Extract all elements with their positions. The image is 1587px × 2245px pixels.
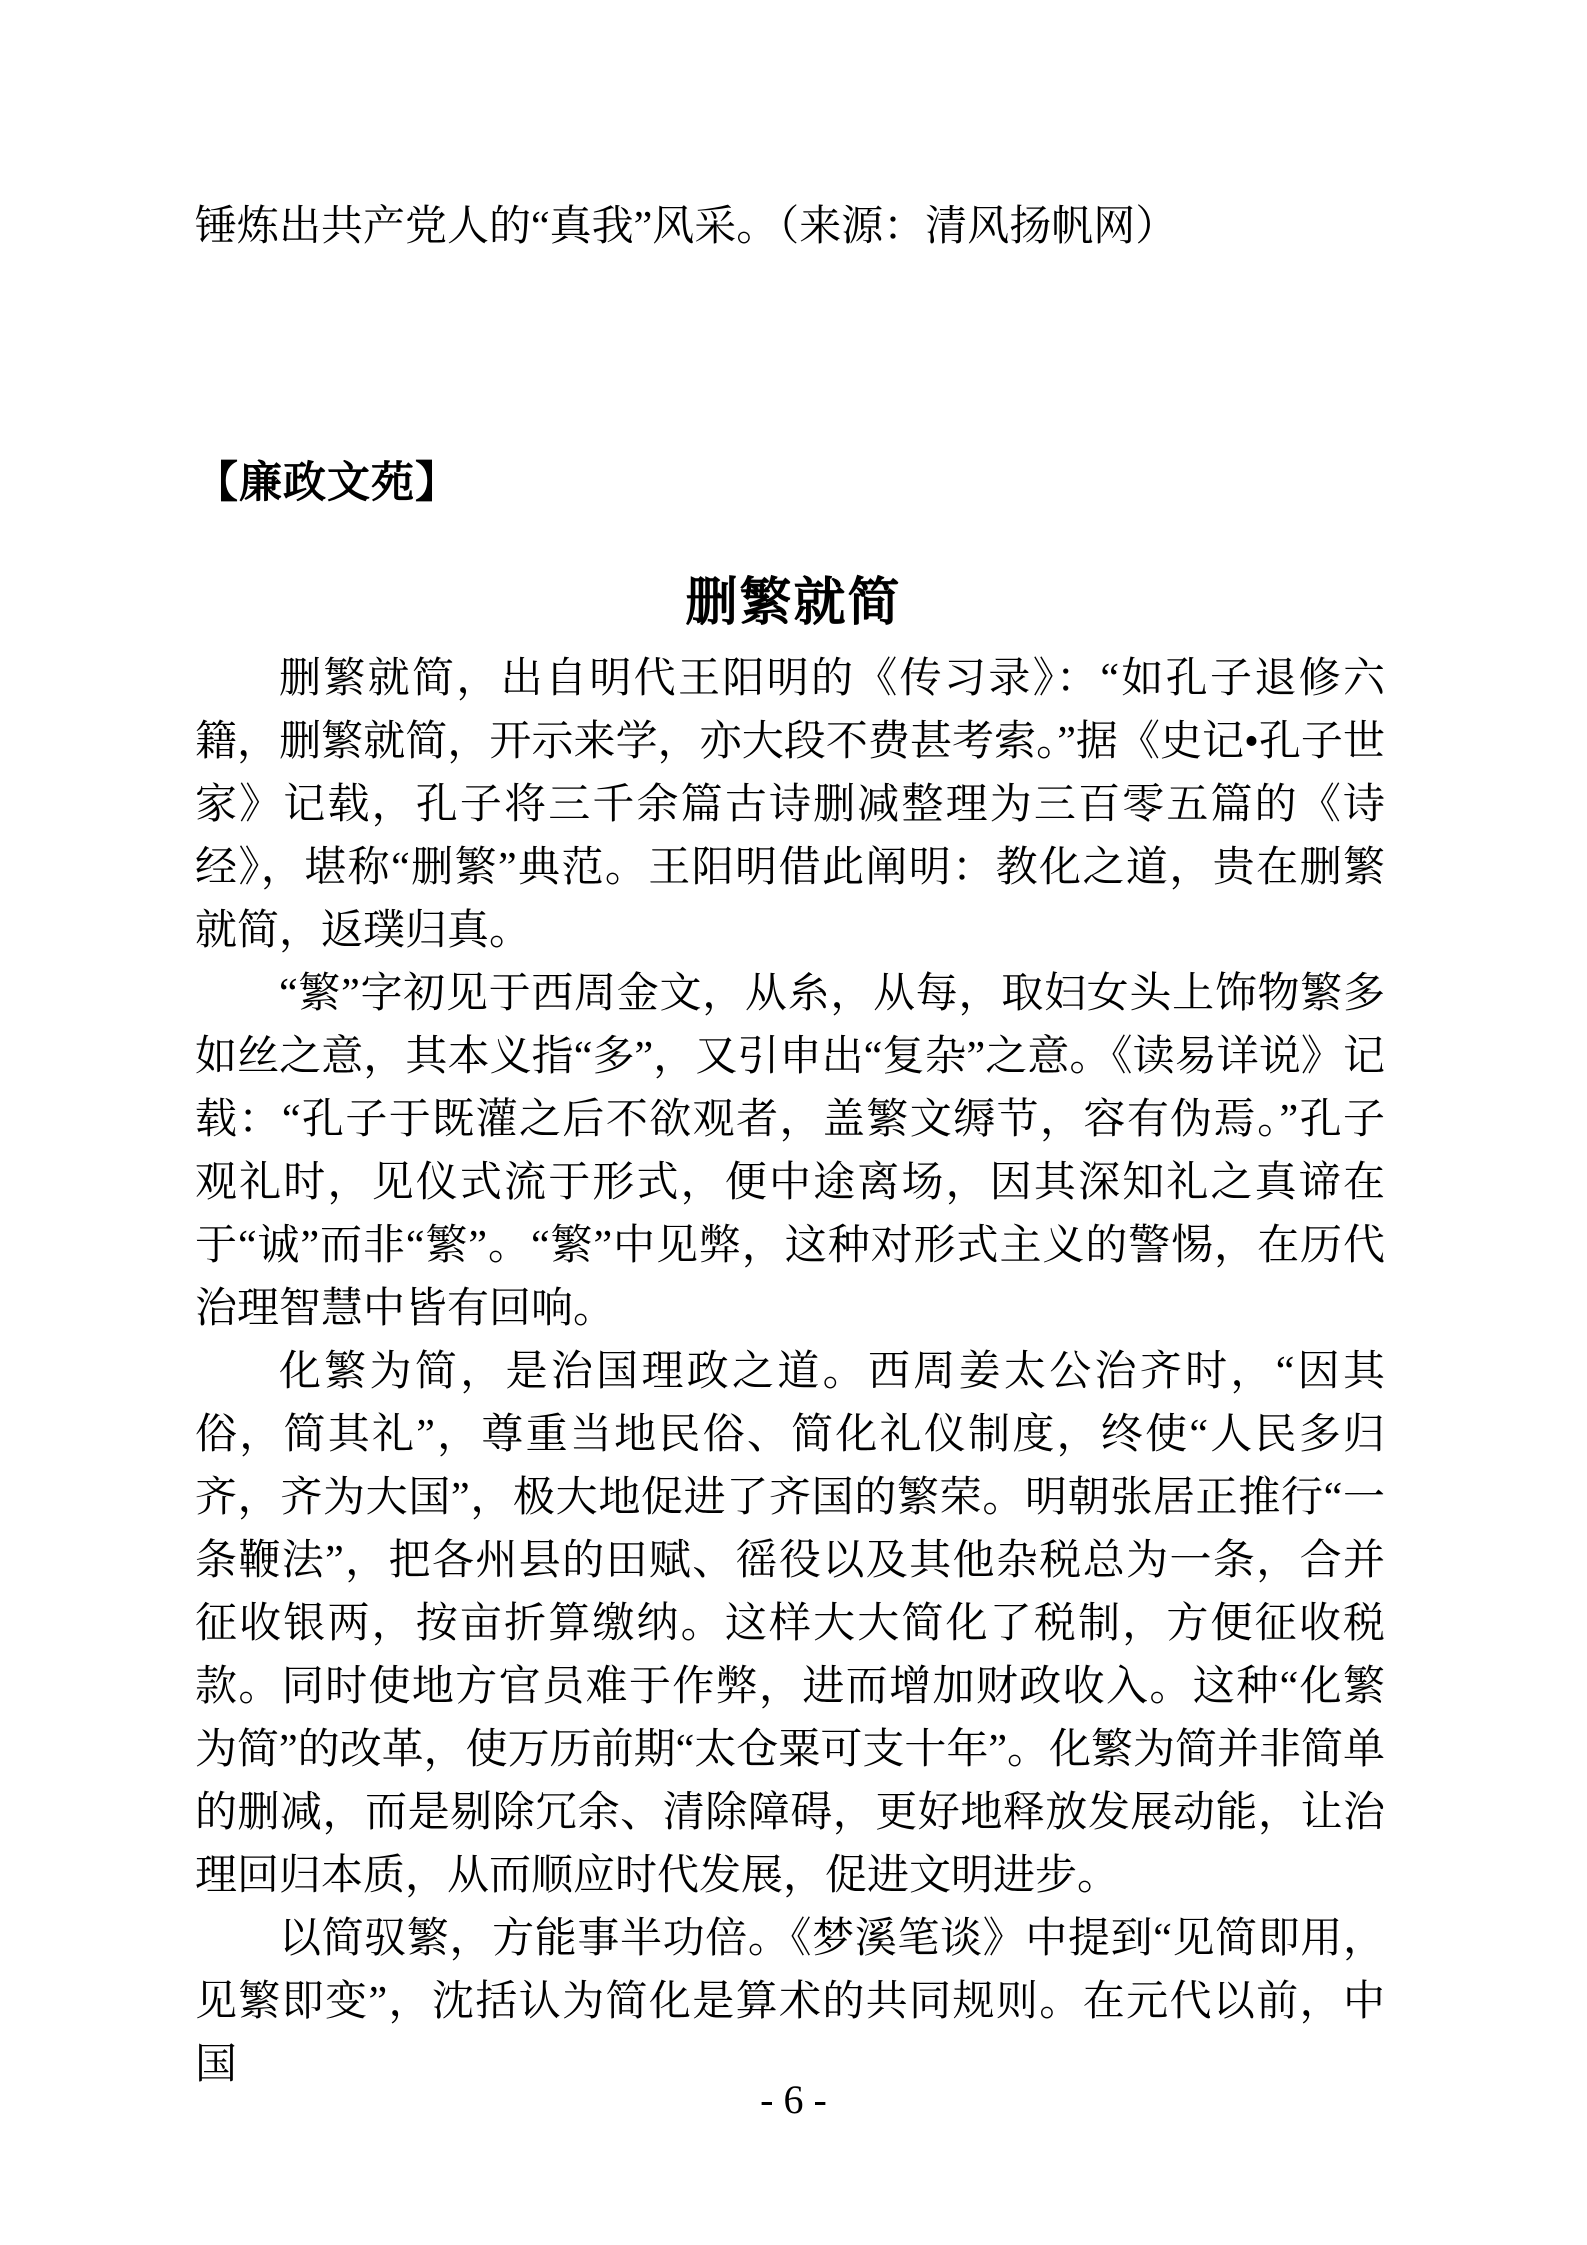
page-number: - 6 - bbox=[760, 2077, 827, 2122]
article-paragraph: 删繁就简，出自明代王阳明的《传习录》：“如孔子退修六籍，删繁就简，开示来学，亦大段不费甚考索。”据《史记•孔子世家》记载，孔子将三千余篇古诗删减整理为三百零五篇的《诗经》，堪称“删繁”典范。王阳明借此阐明：教化之道，贵在删繁就简，返璞归真。 bbox=[195, 656, 1385, 954]
article-paragraph: “繁”字初见于西周金文，从糸，从每，取妇女头上饰物繁多如丝之意，其本义指“多”，又引申出“复杂”之意。《读易详说》记载：“孔子于既灌之后不欲观者，盖繁文缛节，容有伪焉。”孔子观礼时，见仪式流于形式，便中途离场，因其深知礼之真谛在于“诚”而非“繁”。“繁”中见弊，这种对形式主义的警惕，在历代治理智慧中皆有回响。 bbox=[195, 971, 1385, 1332]
article-body bbox=[195, 648, 1385, 2097]
article-paragraph: 以简驭繁，方能事半功倍。《梦溪笔谈》中提到“见简即用，见繁即变”，沈括认为简化是算术的共同规则。在元代以前，中国 bbox=[195, 1916, 1385, 2088]
article-title: 删繁就简 bbox=[685, 575, 902, 632]
article-paragraph: 化繁为简，是治国理政之道。西周姜太公治齐时，“因其俗，简其礼”，尊重当地民俗、简化礼仪制度，终使“人民多归齐，齐为大国”，极大地促进了齐国的繁荣。明朝张居正推行“一条鞭法”，把各州县的田赋、徭役以及其他杂税总为一条，合并征收银两，按亩折算缴纳。这样大大简化了税制，方便征收税款。同时使地方官员难于作弊，进而增加财政收入。这种“化繁为简”的改革，使万历前期“太仓粟可支十年”。化繁为简并非简单的删减，而是剔除冗余、清除障碍，更好地释放发展动能，让治理回归本质，从而顺应时代发展，促进文明进步。 bbox=[195, 1349, 1385, 1899]
section-header: 【廉政文苑】 bbox=[195, 460, 459, 507]
continued-paragraph-line: 锤炼出共产党人的“真我”风采。（来源：清风扬帆网） bbox=[195, 204, 1178, 250]
